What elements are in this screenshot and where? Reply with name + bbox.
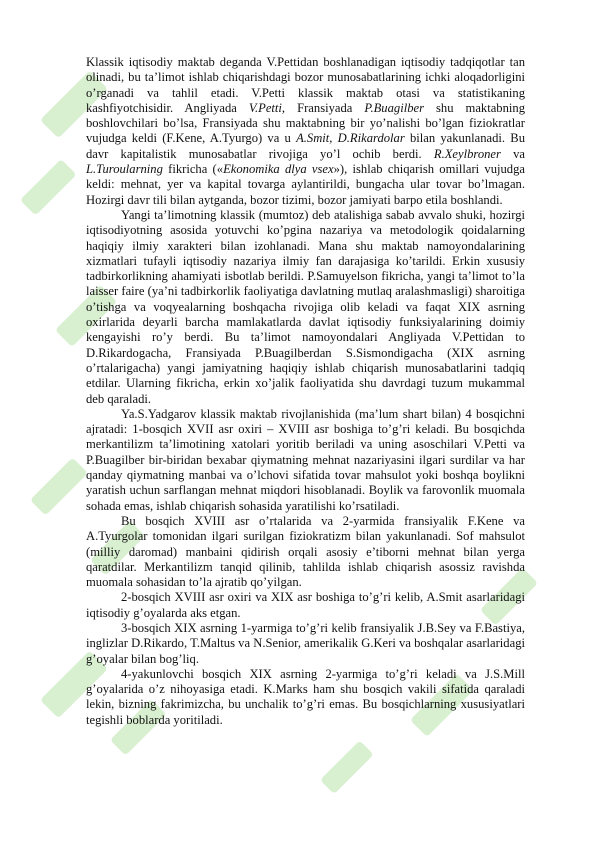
- paragraph: [86, 55, 525, 208]
- paragraph: [86, 621, 525, 667]
- italic-text: V.Petti,: [248, 100, 286, 115]
- paragraph-text: shu maktabning boshlovchilari bo’lsa, Fransiyada shu maktabning bir yo’nalishi bo’lgan fiziokratlar vujudga keldi (F.Kene, A.Tyurgo) va u: [86, 100, 525, 146]
- paragraph-text: fikricha («: [162, 162, 224, 177]
- paragraph: [86, 208, 525, 407]
- document-body: [86, 55, 525, 728]
- italic-text: Ekonomika dlya vsex: [223, 162, 334, 177]
- italic-text: A.Smit, D.Rikardolar: [296, 131, 405, 146]
- paragraph-text: va: [500, 146, 525, 161]
- paragraph-text: Bu bosqich XVIII asr o’rtalarida va 2-yarmida fransiyalik F.Kene va A.Tyurgolar tomonidan ilgari surilgan fiziokratizm bilan yakunlanadi. Sof mahsulot (milliy daromad) manbaini qidirish orqali asosiy e’tiborni mehnat bilan yerga qaratdilar. Merkantilizm tanqid qilinib, tahlilda ishlab chiqarish asossiz ravishda muomala sohasidan to’la ajratib qo’yilgan.: [86, 513, 525, 590]
- italic-text: P.Buagilber: [364, 100, 424, 115]
- paragraph-text: Ya.S.Yadgarov klassik maktab rivojlanishida (ma’lum shart bilan) 4 bosqichni ajratadi: 1-bosqich XVII asr oxiri – XVIII asr boshiga to’g’ri keladi. Bu bosqichda merkantilizm ta’limotining xatolari yoritib beriladi va uning asoschilari V.Petti va P.Buagilber bir-biridan bexabar qiymatning mehnat nazariyasini ilgari surdilar va har qanday qiymatning manbai va o’lchovi sifatida tovar mahsulot yoki boshqa boylikni yaratish uchun sarflangan mehnat miqdori hisoblanadi. Boylik va farovonlik muomala sohada emas, ishlab chiqarish sohasida yaratilishi ko’rsatiladi.: [86, 406, 525, 513]
- paragraph-text: Klassik iqtisodiy maktab deganda V.Pettidan boshlanadigan iqtisodiy tadqiqotlar tan olinadi, bu ta’limot ishlab chiqarishdagi bozor munosabatlarining ichki aloqadorligini o’rganadi va tahlil etadi. V.Petti klassik maktab otasi va statistikaning kashfiyotchisidir. Angliyada: [86, 55, 525, 115]
- italic-text: L.Turoularning: [86, 162, 163, 177]
- paragraph-text: Yangi ta’limotning klassik (mumtoz) deb atalishiga sabab avvalo shuki, hozirgi iqtisodiyotning asosida yotuvchi ko’pgina nazariya va metodologik qoidalarning haqiqiy ilmiy xarakteri bilan izohlanadi. Mana shu maktab namoyondalarining xizmatlari tufayli iqtisodiy nazariya ilmiy fan darajasiga ko’tarildi. Erkin xususiy tadbirkorlikning ahamiyati isbotlab berildi. P.Samuyelson fikricha, yangi ta’limot to’la laisser faire (ya’ni tadbirkorlik faoliyatiga davlatning mutlaq aralashmasligi) sharoitiga o’tishga va voqyealarning boshqacha rivojiga olib keladi va faqat XIX asrning oxirlarida deyarli barcha mamlakatlarda davlat iqtisodiy funksiyalarining doimiy kengayishi ro’y berdi. Bu ta’limot namoyondalari Angliyada V.Pettidan to D.Rikardogacha, Fransiyada P.Buagilberdan S.Sismondigacha (XIX asrning o’rtalarigacha) yangi jamiyatning haqiqiy ishlab chiqarish munosabatlarini tadqiq etdilar. Ularning fikricha, erkin xo’jalik faoliyatida shu davrdagi tuzum mukammal deb qaraladi.: [86, 207, 525, 406]
- paragraph: [86, 590, 525, 621]
- paragraph: [86, 667, 525, 728]
- paragraph: [86, 407, 525, 514]
- paragraph-text: bilan yakunlanadi. Bu davr kapitalistik munosabatlar rivojiga yo’l ochib berdi.: [86, 131, 525, 161]
- paragraph: [86, 514, 525, 590]
- paragraph-text: 3-bosqich XIX asrning 1-yarmiga to’g’ri kelib fransiyalik J.B.Sey va F.Bastiya, inglizlar D.Rikardo, T.Maltus va N.Senior, amerikalik G.Keri va boshqalar asarlaridagi g’oyalar bilan bog’liq.: [86, 620, 525, 666]
- paragraph-text: »), ishlab chiqarish omillari vujudga keldi: mehnat, yer va kapital tovarga aylantirildi, bungacha ular tovar bo’lmagan. Hozirgi davr tili bilan aytganda, bozor tizimi, bozor jamiyati barpo etila boshlandi.: [86, 162, 525, 207]
- paragraph-text: Fransiyada: [285, 100, 365, 115]
- italic-text: R.Xeylbroner: [433, 146, 501, 161]
- paragraph-text: 4-yakunlovchi bosqich XIX asrning 2-yarmiga to’g’ri keladi va J.S.Mill g’oyalarida o’z nihoyasiga etadi. K.Marks ham shu bosqich vakili sifatida qaraladi lekin, bizning fakrimizcha, bu unchalik to’g’ri emas. Bu bosqichlarning xususiyatlari tegishli boblarda yoritiladi.: [86, 666, 525, 727]
- paragraph-text: 2-bosqich XVIII asr oxiri va XIX asr boshiga to’g’ri kelib, A.Smit asarlaridagi iqtisodiy g’oyalarda aks etgan.: [86, 590, 525, 620]
